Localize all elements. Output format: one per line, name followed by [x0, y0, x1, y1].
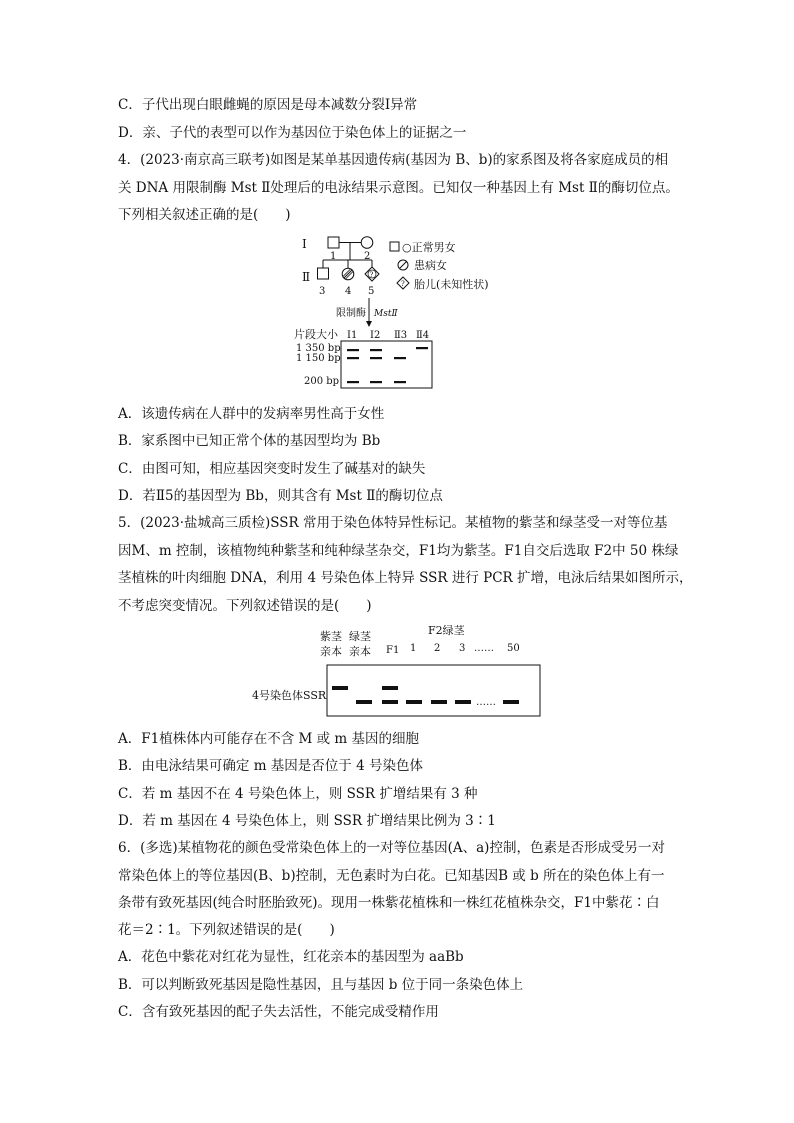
pedigree-num-2: 2: [364, 251, 371, 262]
gel-band: [347, 357, 359, 359]
gel-band: [394, 357, 406, 359]
gel-band: [370, 357, 382, 359]
q4-stem-line3: 下列相关叙述正确的是( ): [118, 207, 291, 223]
q5-option-b: B．由电泳结果可确定 m 基因是否位于 4 号染色体: [118, 758, 423, 774]
pedigree-ii3-male: [318, 268, 329, 279]
lane-label-1: Ⅰ1: [347, 330, 358, 341]
pedigree-num-5: 5: [368, 286, 375, 297]
f1-label: F1: [386, 645, 400, 656]
q5-figure: [248, 620, 548, 720]
lane-label-3: Ⅱ3: [394, 330, 408, 341]
f2-col-dots: ……: [474, 643, 494, 654]
ssr-band: [356, 700, 372, 704]
ssr-band: [382, 700, 398, 704]
f2-col-50: 50: [507, 643, 520, 654]
green-parent-label-1: 绿茎: [349, 630, 371, 643]
legend-fetus-label: 胎儿(未知性状): [414, 278, 489, 291]
purple-parent-label-1: 紫茎: [320, 630, 342, 643]
q6-stem-line3: 条带有致死基因(纯合时胚胎致死)。现用一株紫花植株和一株红花植株杂交，F1中紫花∶白: [118, 895, 660, 911]
q4-stem-line1: 4．(2023·南京高三联考)如图是某单基因遗传病(基因为 B、b)的家系图及将各家庭成员的相: [118, 152, 669, 168]
f2-col-2: 2: [434, 643, 441, 654]
q5-option-a: A．F1植株体内可能存在不含 M 或 m 基因的细胞: [118, 731, 419, 747]
pedigree-i2-female: [361, 237, 373, 249]
gel-band: [416, 347, 428, 349]
q5-stem-line2: 因M、m 控制，该植物纯种紫茎和纯种绿茎杂交，F1均为紫茎。F1自交后选取 F2中 50 株绿: [118, 543, 679, 559]
q5-stem-line4: 不考虑突变情况。下列叙述错误的是( ): [118, 598, 372, 614]
q5-option-d: D．若 m 基因在 4 号染色体上，则 SSR 扩增结果比例为 3∶1: [118, 813, 496, 829]
q4-option-a: A．该遗传病在人群中的发病率男性高于女性: [118, 406, 385, 422]
fragment-size-header: 片段大小: [294, 328, 338, 341]
q3-option-c: C．子代出现白眼雌蝇的原因是母本减数分裂Ⅰ异常: [118, 97, 418, 113]
ssr-band: [382, 686, 398, 690]
gel-band: [347, 381, 359, 383]
q5-stem-line1: 5．(2023·盐城高三质检)SSR 常用于染色体特异性标记。某植物的紫茎和绿茎受一对等位基: [118, 515, 668, 531]
gen-1-label: Ⅰ: [302, 237, 307, 251]
lane-label-2: Ⅰ2: [370, 330, 381, 341]
q6-stem-line4: 花＝2∶1。下列叙述错误的是( ): [118, 922, 335, 938]
f2-col-1: 1: [410, 643, 417, 654]
enzyme-arrow-head: [366, 321, 372, 327]
ssr-band-dots: ……: [476, 697, 496, 708]
enzyme-name: MstⅡ: [374, 309, 398, 319]
lane-label-4: Ⅱ4: [416, 330, 430, 341]
q4-stem-line2: 关 DNA 用限制酶 Mst Ⅱ处理后的电泳结果示意图。已知仅一种基因上有 Mst Ⅱ的酶切位点。: [118, 180, 679, 196]
gen-2-label: Ⅱ: [302, 270, 311, 284]
q4-option-d: D．若Ⅱ5的基因型为 Bb，则其含有 Mst Ⅱ的酶切位点: [118, 488, 443, 504]
pedigree-num-4: 4: [345, 286, 352, 297]
gel-band: [347, 349, 359, 351]
q6-option-a: A．花色中紫花对红花为显性，红花亲本的基因型为 aaBb: [118, 949, 464, 965]
ssr-gel-box: [327, 665, 540, 716]
q6-stem-line2: 常染色体上的等位基因(B、b)控制，无色素时为白花。已知基因B 或 b 所在的染色体上有一: [118, 868, 665, 884]
ssr-band: [332, 686, 348, 690]
q4-option-b: B．家系图中已知正常个体的基因型均为 Bb: [118, 433, 381, 449]
q3-option-d: D．亲、子代的表型可以作为基因位于染色体上的证据之一: [118, 125, 467, 141]
green-parent-label-2: 亲本: [349, 645, 371, 658]
ssr-band: [431, 700, 447, 704]
q6-option-b: B．可以判断致死基因是隐性基因，且与基因 b 位于同一条染色体上: [118, 977, 524, 993]
legend-affected-hatch: [400, 262, 407, 269]
q6-stem-line1: 6．(多选)某植物花的颜色受常染色体上的一对等位基因(A、a)控制，色素是否形成受另一对: [118, 840, 665, 856]
q6-option-c: C．含有致死基因的配子失去活性，不能完成受精作用: [118, 1004, 439, 1020]
legend-male-square: [390, 242, 399, 251]
size-label-1150: 1 150 bp: [296, 353, 341, 364]
f2-col-3: 3: [459, 643, 466, 654]
legend-normal-label: ○正常男女: [402, 241, 456, 254]
pedigree-num-3: 3: [319, 286, 326, 297]
fetus-question-mark: ?: [369, 271, 374, 279]
purple-parent-label-2: 亲本: [320, 645, 342, 658]
f2-header: F2绿茎: [428, 624, 465, 637]
enzyme-label: 限制酶: [336, 308, 366, 319]
ssr-band: [455, 700, 471, 704]
ssr-band: [406, 700, 422, 704]
q4-option-c: C．由图可知，相应基因突变时发生了碱基对的缺失: [118, 461, 426, 477]
ssr-band: [503, 700, 519, 704]
pedigree-num-1: 1: [330, 251, 337, 262]
gel-band: [394, 381, 406, 383]
size-label-1350: 1 350 bp: [296, 343, 341, 354]
legend-fetus-question: ?: [401, 280, 405, 288]
pedigree-i1-male: [328, 237, 339, 248]
size-label-200: 200 bp: [304, 376, 340, 387]
q5-option-c: C．若 m 基因不在 4 号染色体上，则 SSR 扩增结果有 3 种: [118, 786, 478, 802]
q4-figure: [290, 232, 510, 397]
legend-affected-label: 患病女: [414, 259, 447, 272]
gel-band: [370, 349, 382, 351]
gel-band: [370, 381, 382, 383]
ssr-row-label: 4号染色体SSR: [252, 689, 327, 702]
q5-stem-line3: 茎植株的叶肉细胞 DNA，利用 4 号染色体上特异 SSR 进行 PCR 扩增，电泳后结果如图所示，: [118, 570, 693, 586]
